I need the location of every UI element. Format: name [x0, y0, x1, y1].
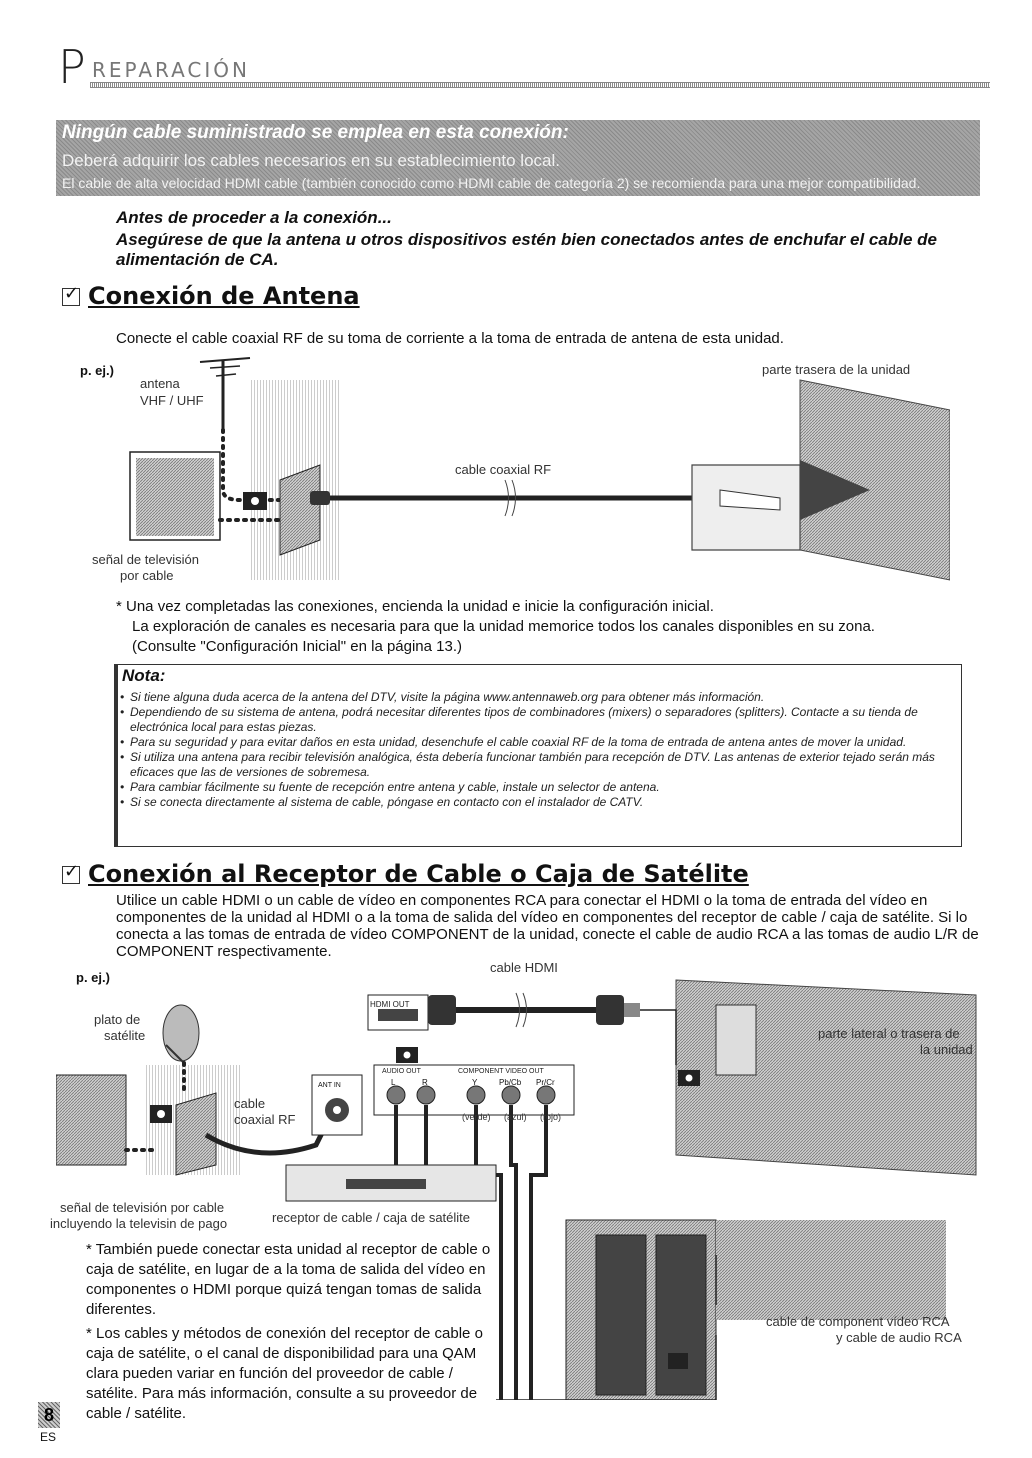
dish-label-2: satélite: [104, 1028, 146, 1043]
warning-text: Asegúrese de que la antena u otros dispositivos estén bien conectados antes de enchufar el cable de alimentación de CA.: [116, 230, 937, 269]
blue-label: (azul): [504, 1112, 527, 1122]
list-item: • Dependiendo de su sistema de antena, podrá necesitar diferentes tipos de combinadores (mixers) o separadores (splitters). Contacte a su tienda de electrónica local para estas piezas.: [120, 705, 956, 735]
hdmi-cable-label: cable HDMI: [490, 960, 558, 975]
rca-cable-label-2: y cable de audio RCA: [836, 1330, 962, 1345]
jack-label: L: [391, 1078, 396, 1087]
list-item: • Si tiene alguna duda acerca de la antena del DTV, visite la página www.antennaweb.org para obtener más información.: [120, 690, 956, 705]
page-number: 8: [38, 1402, 60, 1428]
rca-cable-label: cable de component vídeo RCA: [766, 1314, 950, 1329]
cable-signal-label-2: por cable: [120, 568, 174, 583]
side-of-unit-label: parte lateral o trasera de: [818, 1026, 960, 1041]
list-item: • Si utiliza una antena para recibir televisión analógica, ésta debería funcionar también para recepción de DTV. Las antenas de exterior tejado serán más eficaces que las de versiones de sobremesa.: [120, 750, 956, 780]
side-of-unit-label-2: la unidad: [920, 1042, 973, 1057]
page-title-initial: P: [58, 40, 86, 94]
banner-line: Deberá adquirir los cables necesarios en su establecimiento local.: [62, 151, 560, 170]
checkbox-icon: [62, 866, 80, 884]
receiver-box-icon: [286, 1165, 496, 1201]
page-title: REPARACIÓN: [92, 58, 250, 82]
antenna-label: antena: [140, 376, 180, 391]
ant-in-label: ANT IN: [318, 1082, 341, 1089]
header-rule: [90, 82, 990, 88]
example-label: p. ej.): [80, 363, 114, 378]
footnote: * También puede conectar esta unidad al receptor de cable o caja de satélite, en lugar de a la toma de salida del vídeo en componentes o HDMI porque quizá tengan tomas de salida diferentes.: [86, 1241, 491, 1318]
list-item: • Si se conecta directamente al sistema de cable, póngase en contacto con el instalador de CATV.: [120, 795, 956, 810]
footnote: La exploración de canales es necesaria para que la unidad memorice todos los canales disponibles en su zona.: [132, 618, 875, 635]
footnote: * Los cables y métodos de conexión del receptor de cable o caja de satélite, o el canal de disponibilidad para una QAM clara pueden variar en función del proveedor de cable / satélite. Para más información, consulte a su proveedor de cable / satélite.: [86, 1325, 483, 1422]
receiver-label: receptor de cable / caja de satélite: [272, 1210, 471, 1225]
tv-signal-label: señal de televisión por cable: [60, 1200, 225, 1215]
section-intro: Utilice un cable HDMI o un cable de vídeo en componentes RCA para conectar el HDMI o la toma de entrada del vídeo en componentes de la unidad al HDMI o a la toma de salida del vídeo en componentes del receptor de cable / caja de satélite. Si lo conecta a las tomas de entrada de vídeo COMPONENT de la unidad, conecte el cable de audio RCA a las tomas de audio L/R de COMPONENT respectivamente.: [116, 892, 979, 960]
section-antenna-title: [62, 282, 360, 310]
language-label: ES: [40, 1430, 57, 1444]
section-intro: Conecte el cable coaxial RF de su toma de corriente a la toma de entrada de antena de esta unidad.: [116, 330, 784, 347]
coax-label-2: coaxial RF: [234, 1112, 296, 1127]
building-icon: [130, 452, 220, 540]
satellite-dish-icon: [163, 1005, 199, 1063]
list-item: • Para cambiar fácilmente su fuente de recepción entre antena y cable, instale un selector de antena.: [120, 780, 956, 795]
jack-label: Y: [472, 1078, 478, 1087]
component-out-label: COMPONENT VIDEO OUT: [458, 1068, 544, 1075]
red-label: (rojo): [540, 1112, 562, 1122]
footnote: (Consulte "Configuración Inicial" en la página 13.): [132, 638, 463, 655]
tv-signal-label-2: incluyendo la televisin de pago: [50, 1216, 228, 1231]
list-item: • Para su seguridad y para evitar daños en esta unidad, desenchufe el cable coaxial RF de la toma de entrada de antena antes de mover la unidad.: [120, 735, 956, 750]
tv-back-icon: [692, 380, 950, 580]
section-cable-box-title: [62, 860, 749, 888]
coax-cable-label: cable coaxial RF: [455, 462, 552, 477]
audio-out-label: AUDIO OUT: [382, 1068, 421, 1075]
dish-label: plato de: [94, 1012, 141, 1027]
cable-signal-label: señal de televisión: [92, 552, 199, 567]
antenna-type-label: VHF / UHF: [140, 393, 204, 408]
footnote: * Una vez completadas las conexiones, encienda la unidad e inicie la configuración inicial.: [116, 598, 714, 615]
jack-label: Pr/Cr: [536, 1078, 555, 1087]
checkbox-icon: [62, 288, 80, 306]
note-title: Nota:: [122, 666, 166, 685]
coax-label: cable: [234, 1096, 266, 1111]
banner-line: El cable de alta velocidad HDMI cable (también conocido como HDMI cable de categoría 2) se recomienda para una mejor compatibilidad.: [62, 175, 921, 191]
back-of-unit-label: parte trasera de la unidad: [762, 362, 911, 377]
green-label: (verde): [462, 1112, 491, 1122]
hdmi-out-label: HDMI OUT: [370, 1000, 410, 1009]
note-list: [120, 690, 956, 810]
warning-heading: Antes de proceder a la conexión...: [116, 208, 392, 227]
banner-heading: Ningún cable suministrado se emplea en esta conexión:: [62, 122, 569, 143]
section-title-text: Conexión de Antena: [88, 282, 360, 310]
antenna-icon: [200, 358, 250, 430]
example-label: p. ej.): [76, 970, 110, 985]
jack-label: Pb/Cb: [499, 1078, 522, 1087]
jack-label: R: [422, 1078, 428, 1087]
section-title-text: Conexión al Receptor de Cable o Caja de Satélite: [88, 860, 749, 888]
